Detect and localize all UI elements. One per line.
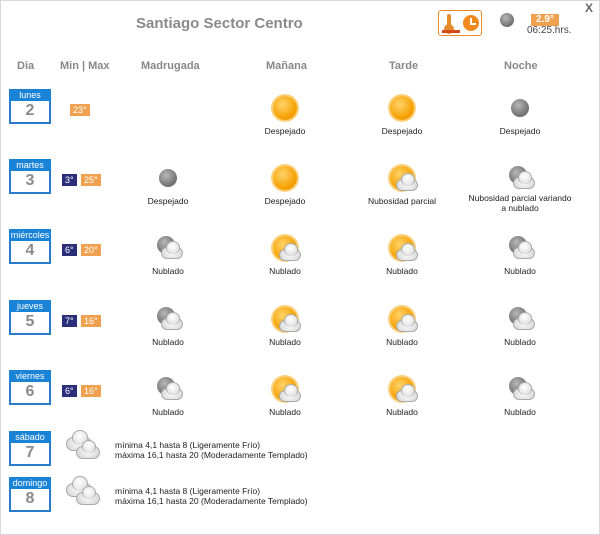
cloud-shape — [396, 179, 418, 191]
sun-cloud-icon — [386, 373, 418, 405]
weather-label-tarde — [347, 266, 457, 276]
extended-forecast-text — [115, 486, 308, 506]
day-number: 2 — [25, 102, 35, 119]
cloud-shape — [279, 390, 301, 402]
cloud-shape — [279, 249, 301, 261]
sun-shape — [390, 96, 414, 120]
sun-shape — [273, 96, 297, 120]
cloud-shape — [76, 492, 100, 505]
max-range-text: máxima 16,1 hasta 20 (Moderadamente Templado) — [115, 450, 308, 460]
moon-cloud-icon — [152, 232, 184, 264]
day-number: 4 — [25, 242, 35, 259]
weather-label-text: Nublado — [269, 337, 301, 347]
max-temp-badge: 25° — [81, 174, 101, 186]
weather-label-text: Nublado — [269, 266, 301, 276]
weather-label-text: Nubosidad parcial variando — [468, 193, 572, 203]
day-name: viernes — [9, 370, 51, 382]
day-number: 7 — [25, 444, 35, 461]
weather-label-text: Nublado — [152, 407, 184, 417]
current-temperature: 2.9° — [531, 14, 559, 26]
day-number: 3 — [25, 172, 35, 189]
moon-cloud-icon — [152, 303, 184, 335]
day-name: miércoles — [10, 230, 50, 240]
cloud-shape — [513, 388, 535, 400]
weather-label-text: Despejado — [264, 126, 306, 136]
weather-label-text: Nublado — [386, 407, 418, 417]
moon-icon — [152, 162, 184, 194]
column-header-minmax: Min | Max — [60, 60, 110, 72]
day-name: domingo — [9, 477, 51, 489]
cloud-shape — [513, 177, 535, 189]
sun-cloud-icon — [386, 232, 418, 264]
min-temp-badge: 6° — [62, 244, 77, 256]
weather-label-text: Despejado — [381, 126, 423, 136]
min-range-text: mínima 4,1 hasta 8 (Ligeramente Frío) — [115, 486, 261, 496]
weather-label-text: Nublado — [386, 266, 418, 276]
moon-shape — [511, 99, 529, 117]
day-badge — [9, 431, 51, 466]
weather-label-noche — [465, 126, 575, 136]
cloud-shape — [279, 320, 301, 332]
column-header-tarde: Tarde — [389, 60, 419, 72]
weather-label-tarde — [347, 337, 457, 347]
moon-cloud-icon — [504, 232, 536, 264]
weather-label-noche — [465, 193, 575, 213]
column-header-manana: Mañana — [266, 60, 307, 72]
weather-label-text: Nubosidad parcial — [367, 196, 437, 206]
day-name: lunes — [9, 89, 51, 101]
moon-icon — [504, 92, 536, 124]
weather-label-noche — [465, 407, 575, 417]
weather-label-manana — [230, 126, 340, 136]
weather-label-tarde — [347, 407, 457, 417]
min-range-text: mínima 4,1 hasta 8 (Ligeramente Frío) — [115, 440, 261, 450]
day-badge — [9, 370, 51, 405]
weather-label-text: Nublado — [504, 337, 536, 347]
cloud-shape — [76, 446, 100, 459]
column-header-noche: Noche — [504, 60, 538, 72]
moon-cloud-icon — [504, 303, 536, 335]
page-title: Santiago Sector Centro — [136, 15, 303, 32]
weather-label-manana — [230, 196, 340, 206]
cloud-shape — [396, 320, 418, 332]
weather-label-text: Nublado — [504, 266, 536, 276]
weather-label-text: Nublado — [504, 407, 536, 417]
weather-label-madrugada — [113, 266, 223, 276]
sun-cloud-icon — [269, 232, 301, 264]
day-name: sábado — [9, 431, 51, 443]
min-temp-badge: 3° — [62, 174, 77, 186]
cloud-shape — [161, 318, 183, 330]
max-temp-badge: 16° — [81, 385, 101, 397]
weather-label-noche — [465, 337, 575, 347]
weather-label-madrugada — [113, 196, 223, 206]
cloud-shape — [161, 388, 183, 400]
moon-cloud-icon — [504, 373, 536, 405]
weather-label-text: Nublado — [386, 337, 418, 347]
day-number: 6 — [25, 383, 35, 400]
max-temp-badge: 16° — [81, 315, 101, 327]
weather-tools-icon[interactable] — [438, 10, 482, 36]
weather-label-text: Despejado — [264, 196, 306, 206]
sun-cloud-icon — [269, 373, 301, 405]
day-badge — [9, 229, 51, 264]
sun-cloud-icon — [386, 303, 418, 335]
current-time: 06:25.hrs. — [527, 25, 572, 36]
day-number: 8 — [25, 490, 35, 507]
day-badge — [9, 477, 51, 512]
weather-label-manana — [230, 266, 340, 276]
weather-label-manana — [230, 337, 340, 347]
sun-icon — [269, 92, 301, 124]
sun-shape — [273, 166, 297, 190]
sun-cloud-icon — [386, 162, 418, 194]
close-button[interactable]: X — [584, 1, 593, 15]
max-range-text: máxima 16,1 hasta 20 (Moderadamente Templado) — [115, 496, 308, 506]
column-header-madrugada: Madrugada — [141, 60, 200, 72]
max-temp-badge: 20° — [81, 244, 101, 256]
moon-shape — [159, 169, 177, 187]
weather-label-text: Nublado — [269, 407, 301, 417]
weather-label-text: Nublado — [152, 337, 184, 347]
max-temp-badge: 23° — [70, 104, 90, 116]
day-badge — [9, 159, 51, 194]
weather-label-madrugada — [113, 337, 223, 347]
weather-label-tarde — [347, 126, 457, 136]
cloud-shape — [396, 390, 418, 402]
day-number: 5 — [25, 313, 35, 330]
moon-cloud-icon — [152, 373, 184, 405]
extended-forecast-text — [115, 440, 308, 460]
weather-label-manana — [230, 407, 340, 417]
weather-label-text: Despejado — [147, 196, 189, 206]
current-moon-icon — [500, 13, 514, 27]
moon-cloud-icon — [504, 162, 536, 194]
sun-cloud-icon — [269, 303, 301, 335]
cloud-shape — [513, 318, 535, 330]
sun-icon — [269, 162, 301, 194]
cloud-shape — [513, 247, 535, 259]
sun-icon — [386, 92, 418, 124]
column-header-dia: Dia — [17, 60, 35, 72]
cloud-shape — [161, 247, 183, 259]
cloud-icon — [64, 477, 102, 507]
day-badge — [9, 89, 51, 124]
day-badge — [9, 300, 51, 335]
cloud-shape — [396, 249, 418, 261]
day-name: martes — [9, 159, 51, 171]
weather-label-madrugada — [113, 407, 223, 417]
weather-label-text: Nublado — [152, 266, 184, 276]
cloud-icon — [64, 431, 102, 461]
day-name: jueves — [9, 300, 51, 312]
min-temp-badge: 6° — [62, 385, 77, 397]
weather-label-text: Despejado — [499, 126, 541, 136]
weather-label-tarde — [347, 196, 457, 206]
weather-label-text-2: a nublado — [501, 203, 539, 213]
min-temp-badge: 7° — [62, 315, 77, 327]
weather-label-noche — [465, 266, 575, 276]
